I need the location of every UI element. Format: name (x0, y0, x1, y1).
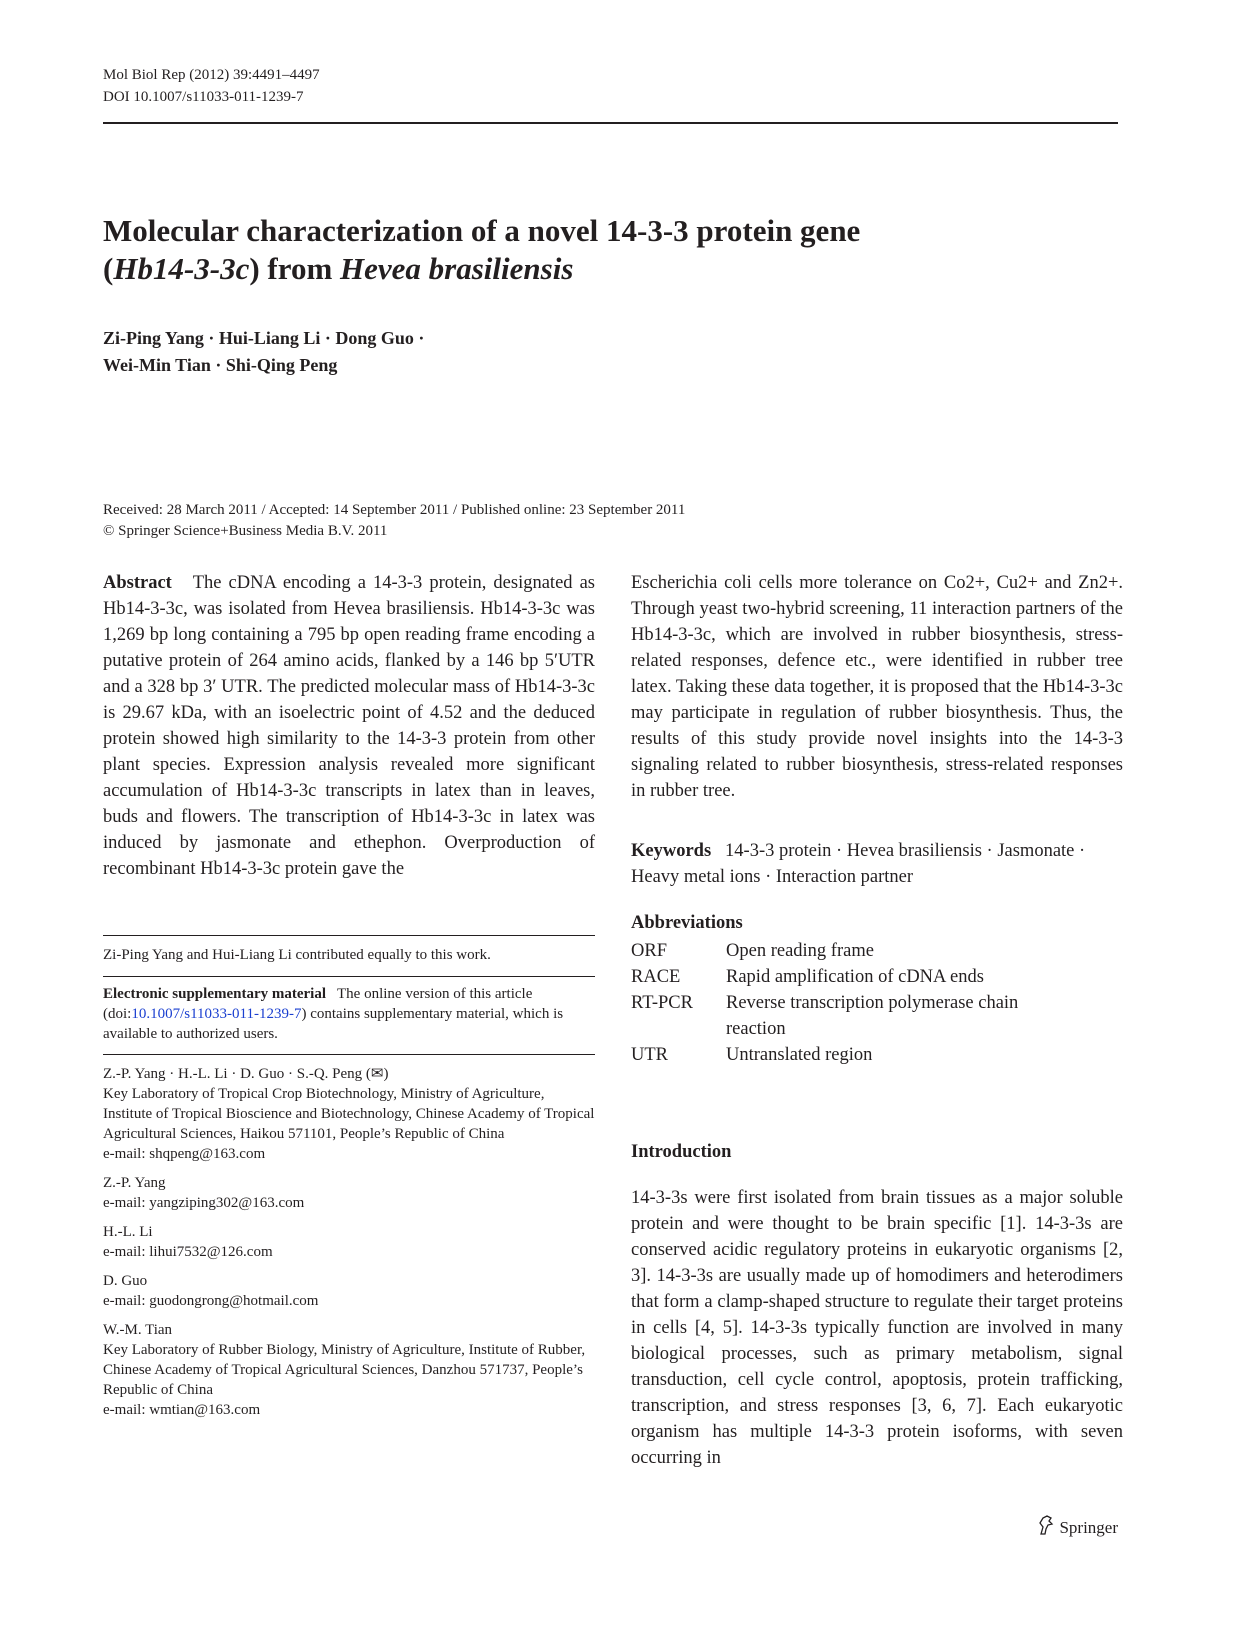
abbreviations-heading: Abbreviations (631, 913, 743, 933)
footnote-rule (103, 935, 595, 936)
affiliation-names: Z.-P. Yang · H.-L. Li · D. Guo · S.-Q. Peng (✉) (103, 1066, 389, 1082)
abbreviation-key: RACE (631, 967, 681, 987)
publisher-mark (1037, 1515, 1118, 1540)
keywords-text: 14-3-3 protein · Hevea brasiliensis · Jasmonate · Heavy metal ions · Interaction partner (631, 841, 1086, 887)
keywords (631, 838, 1121, 890)
equal-contribution-note: Zi-Ping Yang and Hui-Liang Li contributed equally to this work. (103, 947, 491, 963)
affiliation-names: D. Guo (103, 1273, 148, 1289)
affiliation-email: e-mail: yangziping302@163.com (103, 1195, 305, 1211)
affiliation-names: Z.-P. Yang (103, 1175, 166, 1191)
abbreviation-row (631, 938, 1066, 964)
affiliation-block (103, 1064, 595, 1164)
authors-line-1: Zi-Ping Yang · Hui-Liang Li · Dong Guo · (103, 328, 425, 348)
affiliation-email: e-mail: wmtian@163.com (103, 1402, 261, 1418)
affiliations (103, 1064, 595, 1420)
abstract-continued: Escherichia coli cells more tolerance on Co2+, Cu2+ and Zn2+. Through yeast two-hybrid screening, 11 interaction partners of the Hb14-3-3c, which are involved in rubber biosynthesis, stress-related responses, defence etc., were identified in rubber tree latex. Taking these data together, it is proposed that the Hb14-3-3c may participate in regulation of rubber biosynthesis. Thus, the results of this study provide novel insights into the 14-3-3 signaling related to rubber biosynthesis, stress-related responses in rubber tree. (631, 573, 1123, 801)
affiliation-block (103, 1222, 595, 1262)
abbreviations-table (631, 938, 1066, 1068)
abbreviation-key: RT-PCR (631, 993, 693, 1013)
abstract-text: The cDNA encoding a 14-3-3 protein, designated as Hb14-3-3c, was isolated from Hevea brasiliensis. Hb14-3-3c was 1,269 bp long containing a 795 bp open reading frame encoding a putative protein of 264 amino acids, flanked by a 146 bp 5′UTR and a 328 bp 3′ UTR. The predicted molecular mass of Hb14-3-3c is 29.67 kDa, with an isoelectric point of 4.52 and the deduced protein showed high similarity to the 14-3-3 protein from other plant species. Expression analysis revealed more significant accumulation of Hb14-3-3c transcripts in latex than in leaves, buds and flowers. The transcription of Hb14-3-3c in latex was induced by jasmonate and ethephon. Overproduction of recombinant Hb14-3-3c protein gave the (103, 573, 595, 879)
title-gene: Hb14-3-3c (113, 251, 250, 286)
title-line-1: Molecular characterization of a novel 14-3-3 protein gene (103, 213, 861, 248)
affiliation-address: Key Laboratory of Tropical Crop Biotechnology, Ministry of Agriculture, Institute of Tropical Bioscience and Biotechnology, Chinese Academy of Tropical Agricultural Sciences, Haikou 571101, People’s Republic of China (103, 1086, 595, 1142)
footnote-rule-2 (103, 976, 595, 977)
abbreviation-value: Open reading frame (726, 941, 874, 961)
introduction-heading: Introduction (631, 1142, 732, 1162)
esm-text-a: The online version of this article (doi: (103, 986, 533, 1022)
abbreviation-value: Reverse transcription polymerase chain reaction (726, 993, 1019, 1039)
title-species: Hevea brasiliensis (340, 251, 574, 286)
header-rule (103, 122, 1118, 124)
doi: DOI 10.1007/s11033-011-1239-7 (103, 89, 304, 105)
journal-citation: Mol Biol Rep (2012) 39:4491–4497 (103, 67, 320, 83)
abbreviation-key: ORF (631, 941, 667, 961)
introduction-text: 14-3-3s were first isolated from brain tissues as a major soluble protein and were thought to be brain specific [1]. 14-3-3s are conserved acidic regulatory proteins in eukaryotic organisms [2, 3]. 14-3-3s are usually made up of homodimers and heterodimers that form a clamp-shaped structure to regulate their target proteins in cells [4, 5]. 14-3-3s typically function are involved in many biological processes, such as primary metabolism, signal transduction, cell cycle control, apoptosis, protein trafficking, transcription, and stress responses [3, 6, 7]. Each eukaryotic organism has multiple 14-3-3 protein isoforms, with seven occurring in (631, 1188, 1123, 1468)
affiliation-names: W.-M. Tian (103, 1322, 173, 1338)
abstract-section (103, 570, 595, 882)
publication-dates (103, 500, 685, 542)
abbreviation-row (631, 990, 1066, 1042)
copyright-line: © Springer Science+Business Media B.V. 2011 (103, 523, 388, 539)
affiliation-address: Key Laboratory of Rubber Biology, Ministry of Agriculture, Institute of Rubber, Chinese Academy of Tropical Agricultural Sciences, Danzhou 571737, People’s Republic of China (103, 1342, 586, 1398)
abstract-label: Abstract (103, 573, 172, 593)
article-title (103, 212, 1103, 288)
authors-line-2: Wei-Min Tian · Shi-Qing Peng (103, 355, 338, 375)
affiliation-email: e-mail: lihui7532@126.com (103, 1244, 273, 1260)
springer-horse-icon (1037, 1515, 1055, 1540)
title-line-2 (103, 250, 1103, 288)
esm-label: Electronic supplementary material (103, 986, 327, 1002)
title-paren-open: ( (103, 251, 114, 286)
affiliation-rule (103, 1054, 595, 1055)
affiliation-block (103, 1320, 595, 1420)
affiliation-block (103, 1173, 595, 1213)
title-mid: ) from (249, 251, 341, 286)
abbreviation-key: UTR (631, 1045, 668, 1065)
affiliation-block (103, 1271, 595, 1311)
affiliation-names: H.-L. Li (103, 1224, 153, 1240)
abbreviation-row (631, 964, 1066, 990)
affiliation-email: e-mail: guodongrong@hotmail.com (103, 1293, 319, 1309)
esm-text-b: ) contains supplementary material, which is available to authorized users. (103, 1006, 564, 1042)
esm-doi-link[interactable]: 10.1007/s11033-011-1239-7 (131, 1006, 302, 1022)
abbreviation-value: Untranslated region (726, 1045, 873, 1065)
esm-note (103, 984, 595, 1044)
publisher-name: Springer (1059, 1517, 1118, 1537)
abbreviation-value: Rapid amplification of cDNA ends (726, 967, 984, 987)
received-dates: Received: 28 March 2011 / Accepted: 14 September 2011 / Published online: 23 September 2011 (103, 502, 686, 518)
keywords-label: Keywords (631, 841, 712, 861)
abbreviation-row (631, 1042, 1066, 1068)
affiliation-email: e-mail: shqpeng@163.com (103, 1146, 266, 1162)
author-list (103, 325, 424, 379)
running-header (103, 64, 320, 108)
